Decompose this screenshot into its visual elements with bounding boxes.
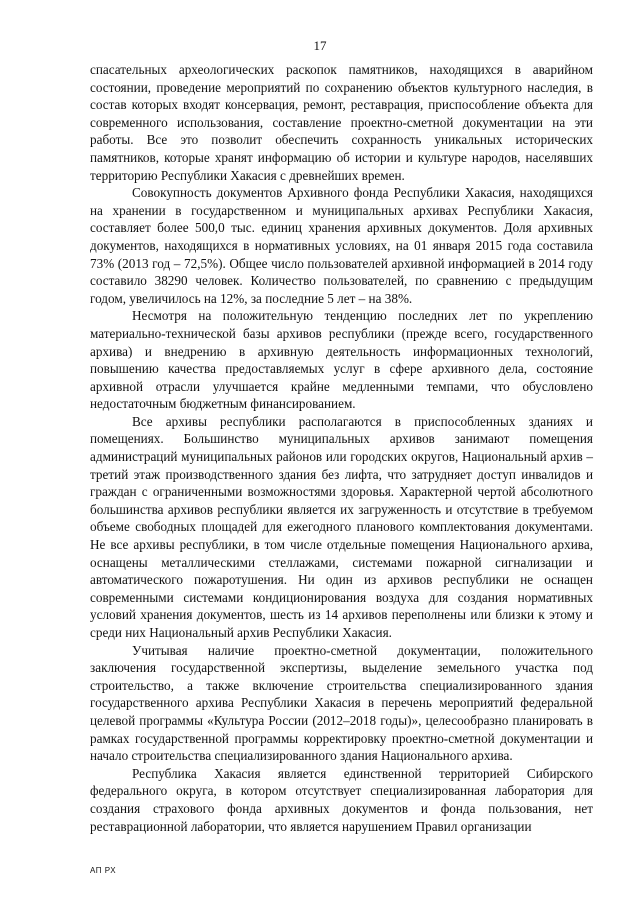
paragraph-laboratory: Республика Хакасия является единственной территорией Сибирского федерального округа, в котором отсутствует специализированная лаборатория для создания страхового фонда архивных документов и фонда пользования, нет реставрационной лаборатории, что является нарушением Правил организации xyxy=(90,765,593,834)
paragraph-archive-fund: Совокупность документов Архивного фонда Республики Хакасия, находящихся на хранении в государственном и муниципальных архивах Республики Хакасия, составляет более 500,0 тыс. единиц хранения архивных документов. Доля архивных документов, находящихся в нормативных условиях, на 01 января 2015 года составила 73% (2013 год – 72,5%). Общее число пользователей архивной информацией в 2014 году составило 38290 человек. Количество пользователей, по сравнению с предыдущим годом, увеличилось на 12%, за последние 5 лет – на 38%. xyxy=(90,185,593,306)
document-body xyxy=(90,61,593,835)
footer-mark: АП РХ xyxy=(90,866,117,875)
paragraph-construction: Учитывая наличие проектно-сметной документации, положительного заключения государственной экспертизы, выделение земельного участка под строительство, а также включение строительства специализированного здания государственного архива Республики Хакасия в перечень мероприятий федеральной целевой программы «Культура России (2012–2018 годы)», целесообразно планировать в рамках государственной программы корректировку проектно-сметной документации и начало строительства специализированного здания Национального архива. xyxy=(90,642,593,764)
page-number: 17 xyxy=(313,38,327,53)
paragraph-funding: Несмотря на положительную тенденцию последних лет по укреплению материально-технической базы архивов республики (прежде всего, государственного архива) и внедрению в архивную деятельность информационных технологий, повышению качества предоставляемых услуг в сфере архивного дела, состояние архивной отрасли улучшается крайне медленными темпами, что обусловлено недостаточным бюджетным финансированием. xyxy=(90,308,593,412)
paragraph-premises: Все архивы республики располагаются в приспособленных зданиях и помещениях. Большинство муниципальных архивов занимают помещения администраций муниципальных районов или городских округов, Национальный архив – третий этаж производственного здания без лифта, что затрудняет доступ инвалидов и граждан с ограниченными возможностями здоровья. Характерной чертой абсолютного большинства архивов республики является их загруженность и отсутствие в требуемом объеме свободных площадей для ежегодного планового комплектования документами. Не все архивы республики, в том числе отдельные помещения Национального архива, оснащены металлическими стеллажами, системами пожарной сигнализации и автоматического пожаротушения. Ни один из архивов республики не оснащен современными системами кондиционирования воздуха для создания нормативных условий хранения документов, шесть из 14 архивов переполнены или близки к этому и среди них Национальный архив Республики Хакасия. xyxy=(90,413,593,640)
paragraph-continuation: спасательных археологических раскопок памятников, находящихся в аварийном состоянии, проведение мероприятий по сохранению объектов культурного наследия, в состав которых входят консервация, ремонт, реставрация, приспособление объекта для современного использования, составление проектно-сметной документации на эти работы. Все это позволит обеспечить сохранность уникальных исторических памятников, которые хранят информацию об истории и культуре народов, населявших территорию Республики Хакасия с древнейших времен. xyxy=(90,62,593,183)
